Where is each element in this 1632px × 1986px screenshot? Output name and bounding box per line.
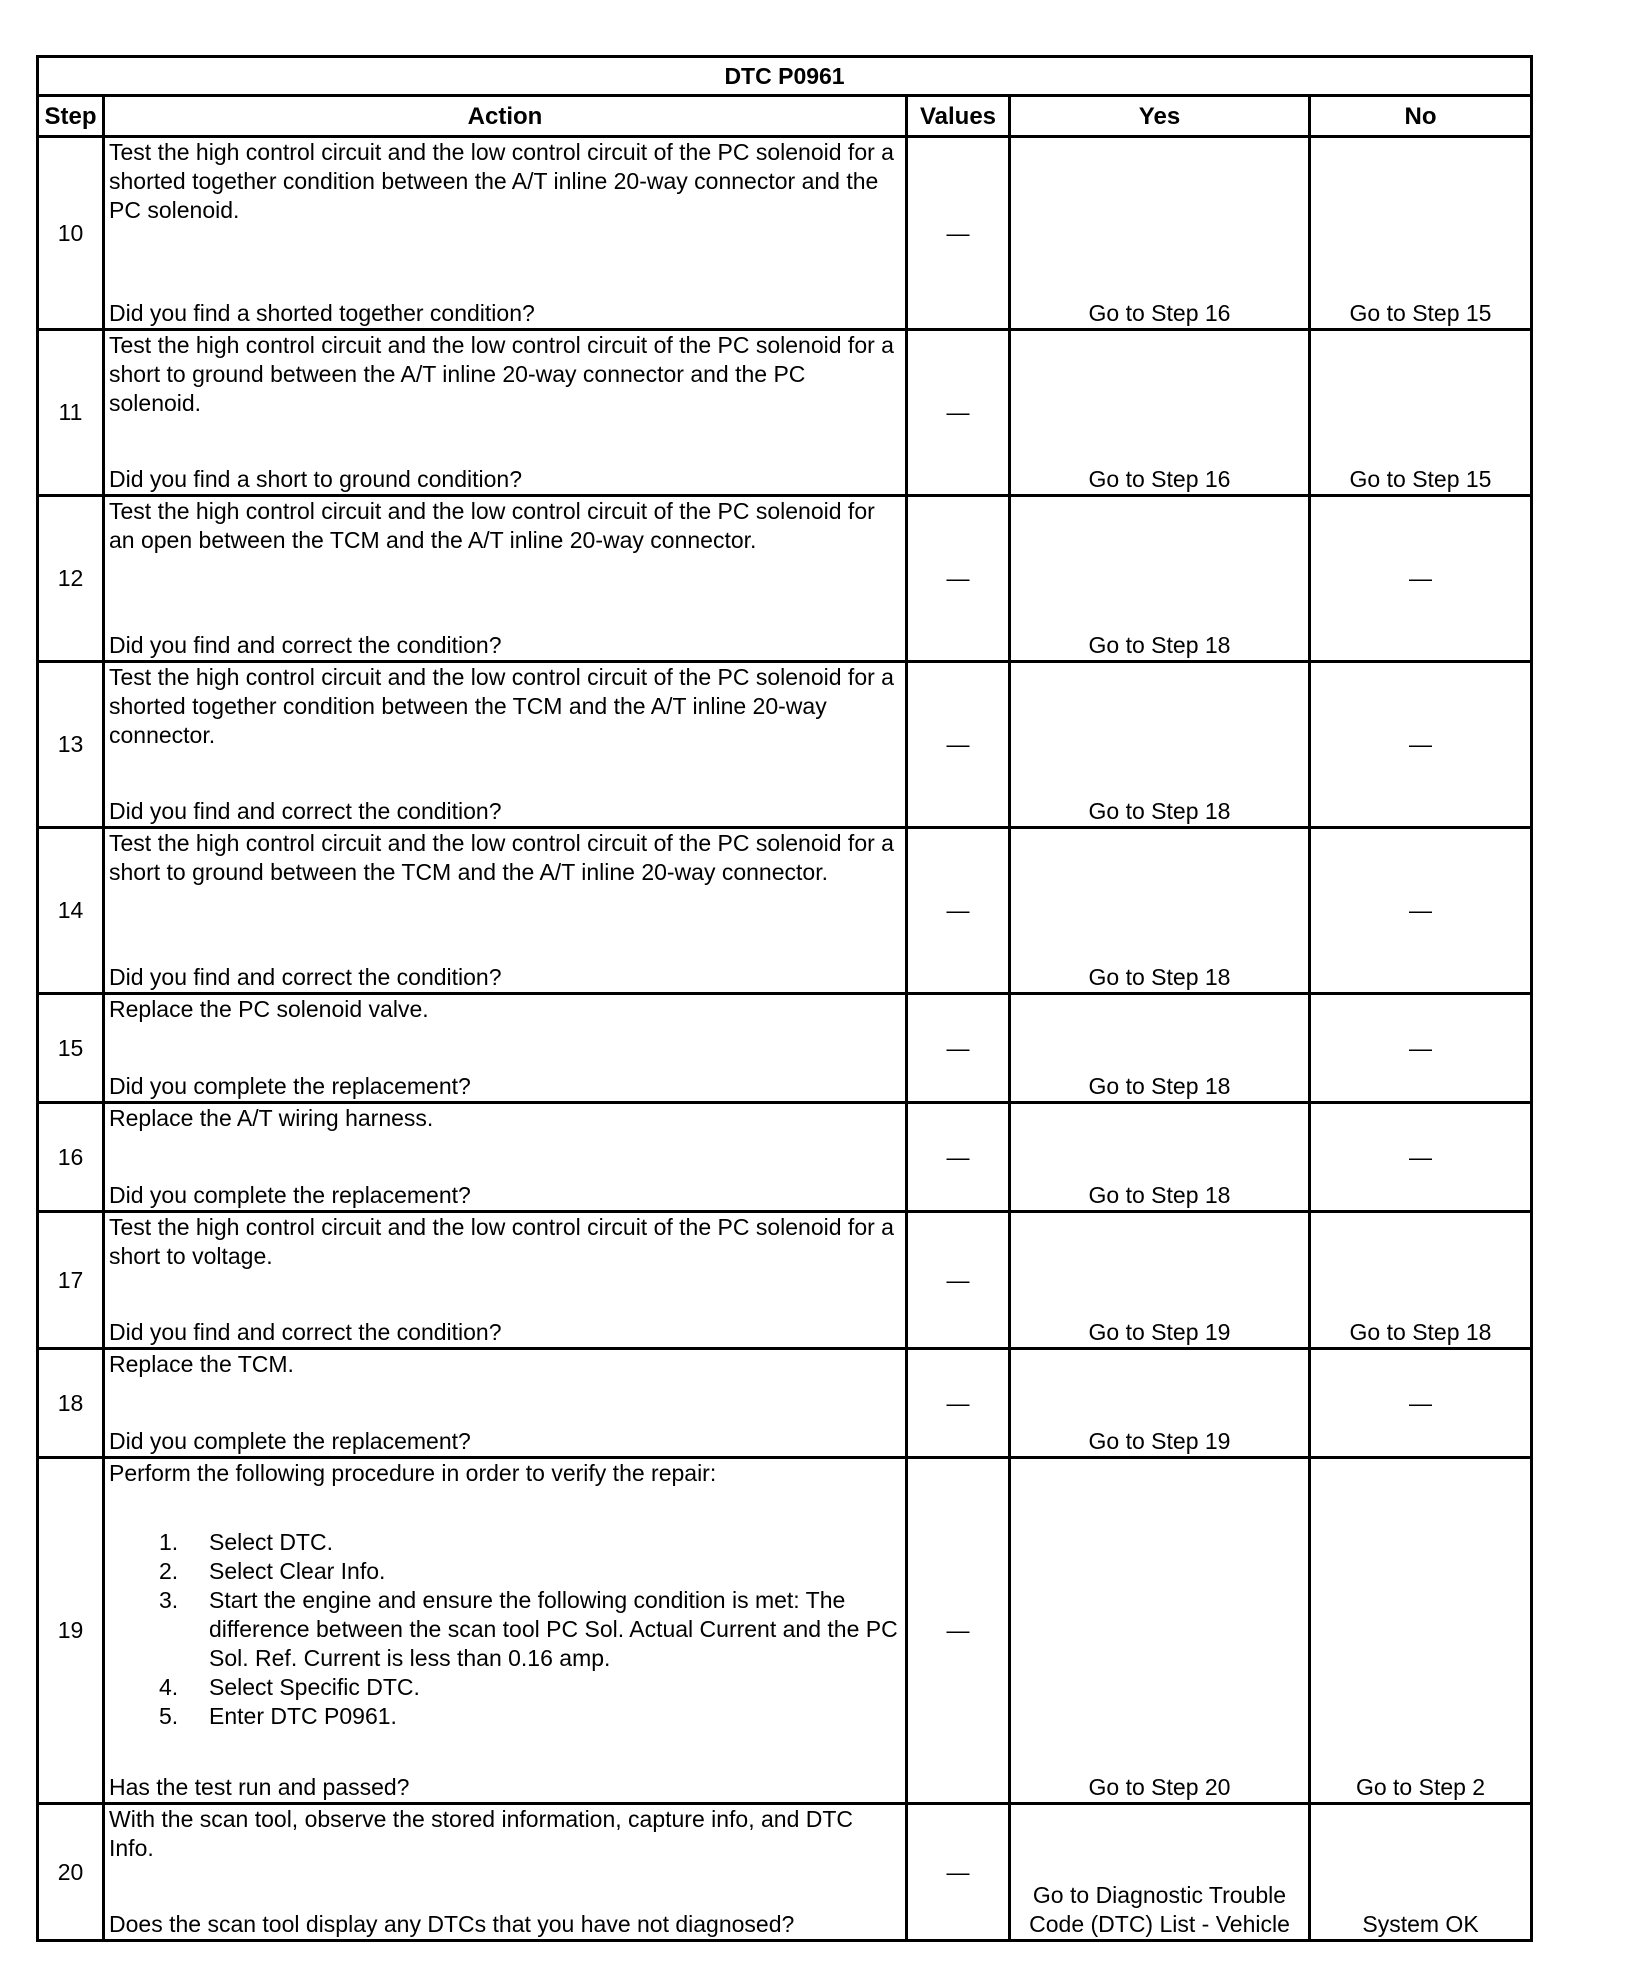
yes-link: Go to Step 18 — [1088, 798, 1231, 824]
action-text: With the scan tool, observe the stored information, capture info, and DTC Info. — [109, 1806, 854, 1861]
table-title-row — [38, 57, 1532, 96]
step-number: 18 — [38, 1349, 104, 1458]
table-row — [38, 1212, 1532, 1349]
action-cell — [104, 1804, 907, 1941]
action-question: Does the scan tool display any DTCs that you have not diagnosed? — [109, 1911, 795, 1937]
yes-link: Go to Step 18 — [1088, 964, 1231, 990]
header-action: Action — [104, 96, 907, 137]
table-row — [38, 1804, 1532, 1941]
table-title: DTC P0961 — [38, 57, 1532, 96]
no-cell — [1310, 828, 1532, 994]
yes-cell — [1010, 1212, 1310, 1349]
no-value: — — [1409, 1143, 1433, 1170]
action-question: Did you find a shorted together condition? — [109, 300, 535, 326]
yes-cell — [1010, 330, 1310, 496]
action-text: Test the high control circuit and the low control circuit of the PC solenoid for a short to voltage. — [109, 1214, 894, 1269]
yes-cell — [1010, 496, 1310, 662]
action-question: Did you find and correct the condition? — [109, 1319, 502, 1345]
action-cell — [104, 137, 907, 330]
procedure-step-number: 4. — [159, 1674, 179, 1700]
action-text: Replace the A/T wiring harness. — [109, 1105, 434, 1131]
values-cell: — — [907, 1804, 1010, 1941]
action-cell — [104, 828, 907, 994]
no-value: — — [1409, 1389, 1433, 1416]
no-cell — [1310, 1349, 1532, 1458]
no-value: — — [1409, 565, 1433, 591]
action-text: Test the high control circuit and the low control circuit of the PC solenoid for a shorted together condition between the A/T inline 20-way connector and the PC solenoid. — [109, 139, 894, 223]
yes-cell — [1010, 994, 1310, 1103]
procedure-step-number: 1. — [159, 1529, 179, 1555]
procedure-step-number: 3. — [159, 1587, 179, 1613]
action-question: Has the test run and passed? — [109, 1774, 410, 1800]
no-cell — [1310, 1458, 1532, 1804]
table-row — [38, 1103, 1532, 1212]
table-header-row — [38, 96, 1532, 137]
values-cell: — — [907, 330, 1010, 496]
no-cell — [1310, 137, 1532, 330]
action-question: Did you complete the replacement? — [109, 1182, 471, 1208]
table-row — [38, 662, 1532, 828]
values-cell: — — [907, 828, 1010, 994]
no-cell — [1310, 496, 1532, 662]
yes-cell — [1010, 137, 1310, 330]
table-row — [38, 496, 1532, 662]
procedure-list — [109, 1528, 899, 1731]
dtc-sheet — [36, 55, 1530, 1942]
action-text: Test the high control circuit and the low control circuit of the PC solenoid for an open between the TCM and the A/T inline 20-way connector. — [109, 498, 875, 553]
action-question: Did you complete the replacement? — [109, 1428, 471, 1454]
action-question: Did you find and correct the condition? — [109, 798, 502, 824]
yes-link: Go to Step 18 — [1088, 632, 1231, 658]
action-question: Did you complete the replacement? — [109, 1073, 471, 1099]
no-value: — — [1409, 1034, 1433, 1061]
table-row — [38, 137, 1532, 330]
yes-cell — [1010, 1458, 1310, 1804]
procedure-step: 5. Enter DTC P0961. — [159, 1703, 397, 1729]
action-text: Replace the PC solenoid valve. — [109, 996, 429, 1022]
action-question: Did you find a short to ground condition? — [109, 466, 522, 492]
action-cell — [104, 1349, 907, 1458]
step-number: 15 — [38, 994, 104, 1103]
yes-cell — [1010, 1103, 1310, 1212]
action-cell — [104, 330, 907, 496]
procedure-step-number: 5. — [159, 1703, 179, 1729]
table-row — [38, 330, 1532, 496]
no-cell — [1310, 994, 1532, 1103]
step-number: 11 — [38, 330, 104, 496]
yes-link: Go to Diagnostic Trouble Code (DTC) List - Vehicle — [1029, 1882, 1290, 1937]
no-cell — [1310, 1804, 1532, 1941]
values-cell: — — [907, 1349, 1010, 1458]
dtc-table — [36, 55, 1533, 1942]
procedure-step-number: 2. — [159, 1558, 179, 1584]
procedure-step: 1. Select DTC. — [159, 1529, 333, 1555]
header-step: Step — [38, 96, 104, 137]
no-cell — [1310, 330, 1532, 496]
no-cell — [1310, 1212, 1532, 1349]
action-cell — [104, 994, 907, 1103]
step-number: 12 — [38, 496, 104, 662]
values-cell: — — [907, 1458, 1010, 1804]
procedure-step: 2. Select Clear Info. — [159, 1558, 386, 1584]
action-cell — [104, 1103, 907, 1212]
action-text: Test the high control circuit and the low control circuit of the PC solenoid for a shorted together condition between the TCM and the A/T inline 20-way connector. — [109, 664, 894, 748]
step-number: 14 — [38, 828, 104, 994]
no-link: Go to Step 15 — [1349, 300, 1492, 326]
no-value: System OK — [1362, 1911, 1479, 1937]
step-number: 17 — [38, 1212, 104, 1349]
no-value: — — [1409, 897, 1433, 923]
no-cell — [1310, 662, 1532, 828]
table-row — [38, 1349, 1532, 1458]
yes-link: Go to Step 19 — [1088, 1319, 1231, 1345]
no-link: Go to Step 18 — [1349, 1319, 1492, 1345]
values-cell: — — [907, 1212, 1010, 1349]
action-cell — [104, 496, 907, 662]
yes-link: Go to Step 16 — [1088, 466, 1231, 492]
step-number: 19 — [38, 1458, 104, 1804]
values-cell: — — [907, 137, 1010, 330]
no-link: Go to Step 2 — [1355, 1774, 1486, 1800]
yes-cell — [1010, 1349, 1310, 1458]
yes-cell — [1010, 1804, 1310, 1941]
table-row — [38, 828, 1532, 994]
header-values: Values — [907, 96, 1010, 137]
yes-link: Go to Step 20 — [1088, 1774, 1231, 1800]
table-row — [38, 994, 1532, 1103]
yes-link: Go to Step 18 — [1088, 1182, 1231, 1208]
yes-link: Go to Step 18 — [1088, 1073, 1231, 1099]
action-question: Did you find and correct the condition? — [109, 632, 502, 658]
values-cell: — — [907, 496, 1010, 662]
yes-cell — [1010, 828, 1310, 994]
yes-cell — [1010, 662, 1310, 828]
action-question: Did you find and correct the condition? — [109, 964, 502, 990]
step-number: 20 — [38, 1804, 104, 1941]
values-cell: — — [907, 662, 1010, 828]
table-row — [38, 1458, 1532, 1804]
header-yes: Yes — [1010, 96, 1310, 137]
procedure-step: 4. Select Specific DTC. — [159, 1674, 420, 1700]
action-text: Perform the following procedure in order to verify the repair: — [109, 1460, 717, 1486]
values-cell: — — [907, 994, 1010, 1103]
yes-link: Go to Step 19 — [1088, 1428, 1231, 1454]
step-number: 10 — [38, 137, 104, 330]
no-link: Go to Step 15 — [1349, 466, 1492, 492]
header-no: No — [1310, 96, 1532, 137]
step-number: 13 — [38, 662, 104, 828]
action-cell — [104, 662, 907, 828]
values-cell: — — [907, 1103, 1010, 1212]
action-cell — [104, 1458, 907, 1804]
step-number: 16 — [38, 1103, 104, 1212]
no-cell — [1310, 1103, 1532, 1212]
action-text: Test the high control circuit and the low control circuit of the PC solenoid for a short to ground between the TCM and the A/T inline 20-way connector. — [109, 830, 894, 885]
action-cell — [104, 1212, 907, 1349]
procedure-step: 3. Start the engine and ensure the following condition is met: The difference between the scan tool PC Sol. Actual Current and the PC Sol. Ref. Current is less than 0.16 amp. — [159, 1587, 898, 1671]
action-text: Replace the TCM. — [109, 1351, 294, 1377]
yes-link: Go to Step 16 — [1088, 300, 1231, 326]
no-value: — — [1409, 731, 1433, 757]
action-text: Test the high control circuit and the low control circuit of the PC solenoid for a short to ground between the A/T inline 20-way connector and the PC solenoid. — [109, 332, 894, 416]
